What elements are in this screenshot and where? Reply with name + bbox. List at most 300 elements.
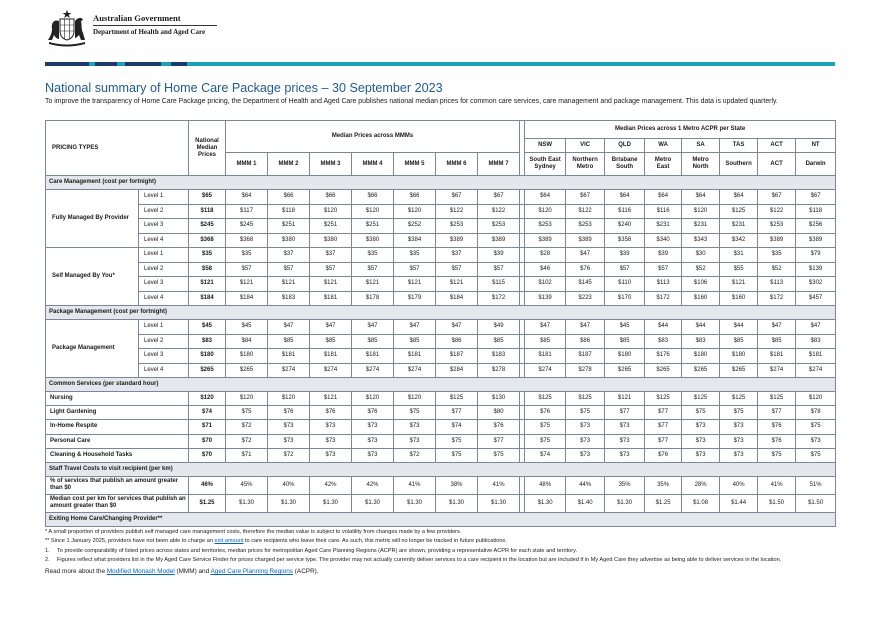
mmm-5-value: $72	[394, 448, 436, 462]
mmm-7-value: $130	[478, 392, 520, 406]
sa-value: $44	[682, 320, 720, 335]
level-label: Level 3	[139, 219, 189, 234]
table-row	[46, 190, 836, 205]
tas-value: $160	[720, 291, 758, 306]
national-value: $65	[189, 190, 226, 205]
act-value: $76	[758, 420, 796, 434]
act-value: $85	[758, 334, 796, 349]
vic-value: $73	[566, 434, 605, 448]
tas-value: $265	[720, 363, 758, 378]
act-value: $389	[758, 233, 796, 248]
mmm-5-value: $73	[394, 420, 436, 434]
mmm-1-value: $117	[226, 204, 268, 219]
table-row	[46, 204, 836, 219]
tas-value: $73	[720, 420, 758, 434]
government-name: Australian Government	[93, 13, 181, 23]
qld-value: $121	[605, 392, 645, 406]
mmm-6-value: $57	[436, 262, 478, 277]
tas-value: $125	[720, 392, 758, 406]
sa-value: $1.08	[682, 494, 720, 512]
mmm-3-value: $66	[310, 190, 352, 205]
nt-value: $73	[796, 434, 836, 448]
nt-value: 51%	[796, 476, 836, 494]
sa-value: $106	[682, 277, 720, 292]
mmm-7-value: $80	[478, 406, 520, 420]
qld-value: 35%	[605, 476, 645, 494]
region-header-tas: Southern	[720, 153, 758, 176]
mmm-7-value: $75	[478, 448, 520, 462]
sa-value: 28%	[682, 476, 720, 494]
tas-value: $55	[720, 262, 758, 277]
qld-value: $64	[605, 190, 645, 205]
level-label: Level 3	[139, 277, 189, 292]
mmm-1-value: $84	[226, 334, 268, 349]
wa-value: $176	[645, 349, 682, 364]
nsw-value: $181	[525, 349, 566, 364]
mmm-7-value: $39	[478, 248, 520, 263]
vic-value: $187	[566, 349, 605, 364]
mmm-3-value: $37	[310, 248, 352, 263]
act-value: $274	[758, 363, 796, 378]
vic-value: $1.40	[566, 494, 605, 512]
nsw-value: $125	[525, 392, 566, 406]
mmm-7-value: $85	[478, 334, 520, 349]
mmm-5-value: $66	[394, 190, 436, 205]
state-header-qld: QLD	[605, 139, 645, 153]
region-header-nsw: South East Sydney	[525, 153, 566, 176]
wa-value: $39	[645, 248, 682, 263]
wa-value: 35%	[645, 476, 682, 494]
mmm-3-value: $85	[310, 334, 352, 349]
level-label: Level 2	[139, 262, 189, 277]
act-value: $125	[758, 392, 796, 406]
footnote-self-managed: * A small proportion of providers publish self managed care management costs, therefore the median value is subject to volatility from changes made by a few providers.	[45, 528, 462, 535]
national-value: $368	[189, 233, 226, 248]
level-label: Level 1	[139, 190, 189, 205]
level-label: Level 2	[139, 204, 189, 219]
mmm-3-value: $57	[310, 262, 352, 277]
sa-value: $52	[682, 262, 720, 277]
table-row	[46, 494, 836, 512]
national-value: $35	[189, 248, 226, 263]
mmm-1-value: $45	[226, 320, 268, 335]
exit-amount-link[interactable]: exit amount	[214, 538, 244, 545]
row-label: In-Home Respite	[46, 420, 189, 434]
mmm-4-value: $47	[352, 320, 394, 335]
wa-value: $116	[645, 204, 682, 219]
qld-value: $85	[605, 334, 645, 349]
mmm-6-value: $122	[436, 204, 478, 219]
wa-value: $231	[645, 219, 682, 234]
mmm-7-value: $1.30	[478, 494, 520, 512]
mmm-3-value: 42%	[310, 476, 352, 494]
section-header-row	[46, 378, 836, 392]
mmm-6-header: MMM 6	[436, 153, 478, 176]
act-value: $1.50	[758, 494, 796, 512]
nt-value: $67	[796, 190, 836, 205]
mmm-4-value: $181	[352, 349, 394, 364]
nsw-value: $74	[525, 448, 566, 462]
vic-value: $278	[566, 363, 605, 378]
tas-value: $31	[720, 248, 758, 263]
nsw-value: $75	[525, 434, 566, 448]
qld-value: $1.30	[605, 494, 645, 512]
mmm-2-value: $73	[268, 420, 310, 434]
region-header-act: ACT	[758, 153, 796, 176]
mmm-5-value: $252	[394, 219, 436, 234]
row-label: Personal Care	[46, 434, 189, 448]
act-value: $35	[758, 248, 796, 263]
nt-value: $83	[796, 334, 836, 349]
mmm-5-value: $179	[394, 291, 436, 306]
national-value: $70	[189, 448, 226, 462]
read-more-text: (MMM) and	[176, 567, 210, 575]
vic-value: $122	[566, 204, 605, 219]
vic-value: $145	[566, 277, 605, 292]
mmm-5-value: $85	[394, 334, 436, 349]
sa-value: $73	[682, 420, 720, 434]
act-value: $113	[758, 277, 796, 292]
mmm-4-value: $380	[352, 233, 394, 248]
national-value: 46%	[189, 476, 226, 494]
nsw-value: $102	[525, 277, 566, 292]
tas-value: $125	[720, 204, 758, 219]
group-label: Self Managed By You*	[46, 248, 139, 306]
nt-value: $181	[796, 349, 836, 364]
mmm-3-value: $73	[310, 448, 352, 462]
modified-monash-model-link[interactable]: Modified Monash Model	[106, 567, 175, 575]
mmm-7-value: $389	[478, 233, 520, 248]
qld-value: $57	[605, 262, 645, 277]
read-more-line	[45, 567, 835, 577]
level-label: Level 1	[139, 248, 189, 263]
qld-value: $265	[605, 363, 645, 378]
row-label: Cleaning & Household Tasks	[46, 448, 189, 462]
mmm-1-value: $368	[226, 233, 268, 248]
nsw-value: $28	[525, 248, 566, 263]
tas-value: $342	[720, 233, 758, 248]
nt-value: $47	[796, 320, 836, 335]
nt-value: $457	[796, 291, 836, 306]
national-value: $245	[189, 219, 226, 234]
table-row	[46, 334, 836, 349]
mmm-4-value: $251	[352, 219, 394, 234]
mmm-7-value: $253	[478, 219, 520, 234]
nt-value: $1.50	[796, 494, 836, 512]
footnote-1	[45, 547, 835, 557]
vic-value: $73	[566, 448, 605, 462]
footnote-marker: 2.	[45, 557, 50, 564]
national-value: $121	[189, 277, 226, 292]
wa-value: $113	[645, 277, 682, 292]
mmm-2-value: $380	[268, 233, 310, 248]
mmm-4-value: $178	[352, 291, 394, 306]
sa-value: $180	[682, 349, 720, 364]
act-value: $77	[758, 406, 796, 420]
wa-value: $77	[645, 406, 682, 420]
mmm-4-value: $73	[352, 448, 394, 462]
nsw-value: $64	[525, 190, 566, 205]
brand-stripe	[45, 62, 835, 66]
tas-value: $231	[720, 219, 758, 234]
mmm-1-value: $245	[226, 219, 268, 234]
footnote-2	[45, 556, 835, 566]
stripe-segment	[117, 62, 125, 66]
mmm-2-value: $274	[268, 363, 310, 378]
mmm-6-value: 38%	[436, 476, 478, 494]
act-value: $253	[758, 219, 796, 234]
act-value: $67	[758, 190, 796, 205]
mmm-3-value: $47	[310, 320, 352, 335]
row-label: % of services that publish an amount greater than $0	[46, 476, 189, 494]
qld-value: $73	[605, 448, 645, 462]
level-label: Level 2	[139, 334, 189, 349]
table-row	[46, 320, 836, 335]
mmm-4-value: $274	[352, 363, 394, 378]
table-row	[46, 248, 836, 263]
table-row	[46, 448, 836, 462]
wa-value: $125	[645, 392, 682, 406]
aged-care-planning-regions-link[interactable]: Aged Care Planning Regions	[210, 567, 294, 575]
state-header-nsw: NSW	[525, 139, 566, 153]
nt-value: $78	[796, 406, 836, 420]
mmm-group-header: Median Prices across MMMs	[226, 121, 520, 153]
tas-value: $75	[720, 406, 758, 420]
mmm-1-value: 45%	[226, 476, 268, 494]
intro-paragraph: To improve the transparency of Home Care Package pricing, the Department of Health and Aged Care publishes national median prices for common care services, care management and package management. This data is updated quarterly.	[45, 98, 778, 105]
price-table	[45, 120, 836, 527]
wa-value: $77	[645, 420, 682, 434]
qld-value: $73	[605, 420, 645, 434]
mmm-2-value: $47	[268, 320, 310, 335]
national-value: $120	[189, 392, 226, 406]
act-value: $47	[758, 320, 796, 335]
vic-value: $47	[566, 248, 605, 263]
vic-value: $75	[566, 406, 605, 420]
state-header-sa: SA	[682, 139, 720, 153]
table-row	[46, 262, 836, 277]
mmm-4-value: $120	[352, 392, 394, 406]
wa-value: $172	[645, 291, 682, 306]
qld-value: $45	[605, 320, 645, 335]
nt-value: $75	[796, 448, 836, 462]
nsw-value: $85	[525, 334, 566, 349]
section-title: Care Management (cost per fortnight)	[46, 176, 836, 190]
region-header-nt: Darwin	[796, 153, 836, 176]
stripe-segment	[171, 62, 187, 66]
mmm-4-header: MMM 4	[352, 153, 394, 176]
national-value: $265	[189, 363, 226, 378]
wa-value: $64	[645, 190, 682, 205]
vic-value: $253	[566, 219, 605, 234]
mmm-1-value: $71	[226, 448, 268, 462]
mmm-1-value: $64	[226, 190, 268, 205]
mmm-6-value: $75	[436, 448, 478, 462]
mmm-2-value: 40%	[268, 476, 310, 494]
mmm-2-value: $1.30	[268, 494, 310, 512]
mmm-6-value: $75	[436, 434, 478, 448]
state-header-act: ACT	[758, 139, 796, 153]
group-label: Fully Managed By Provider	[46, 190, 139, 248]
mmm-3-value: $121	[310, 392, 352, 406]
nt-value: $75	[796, 420, 836, 434]
region-header-vic: Northern Metro	[566, 153, 605, 176]
section-header-row	[46, 512, 836, 526]
mmm-5-value: $73	[394, 434, 436, 448]
mmm-3-value: $1.30	[310, 494, 352, 512]
tas-value: $44	[720, 320, 758, 335]
act-value: $75	[758, 448, 796, 462]
stripe-segment	[187, 62, 835, 66]
mmm-6-value: $74	[436, 420, 478, 434]
section-title: Exiting Home Care/Changing Provider**	[46, 512, 836, 526]
mmm-4-value: $1.30	[352, 494, 394, 512]
sa-value: $73	[682, 434, 720, 448]
sa-value: $120	[682, 204, 720, 219]
mmm-7-header: MMM 7	[478, 153, 520, 176]
act-value: $76	[758, 434, 796, 448]
coat-of-arms-icon	[45, 9, 89, 49]
mmm-5-value: $384	[394, 233, 436, 248]
qld-value: $77	[605, 406, 645, 420]
mmm-5-value: $181	[394, 349, 436, 364]
sa-value: $30	[682, 248, 720, 263]
state-header-tas: TAS	[720, 139, 758, 153]
vic-value: 44%	[566, 476, 605, 494]
mmm-3-header: MMM 3	[310, 153, 352, 176]
mmm-1-header: MMM 1	[226, 153, 268, 176]
mmm-1-value: $72	[226, 434, 268, 448]
main-content	[45, 120, 835, 576]
section-title: Staff Travel Costs to visit recipient (per km)	[46, 462, 836, 476]
mmm-2-value: $251	[268, 219, 310, 234]
table-row	[46, 392, 836, 406]
footnotes	[45, 528, 835, 577]
mmm-1-value: $265	[226, 363, 268, 378]
sa-value: $125	[682, 392, 720, 406]
mmm-3-value: $121	[310, 277, 352, 292]
mmm-6-value: $284	[436, 363, 478, 378]
mmm-4-value: $85	[352, 334, 394, 349]
qld-value: $180	[605, 349, 645, 364]
tas-value: $85	[720, 334, 758, 349]
sa-value: $64	[682, 190, 720, 205]
national-value: $74	[189, 406, 226, 420]
nt-value: $302	[796, 277, 836, 292]
wa-value: $1.25	[645, 494, 682, 512]
mmm-4-value: 42%	[352, 476, 394, 494]
act-value: $172	[758, 291, 796, 306]
mmm-6-value: $125	[436, 392, 478, 406]
nt-value: $389	[796, 233, 836, 248]
tas-value: $1.44	[720, 494, 758, 512]
national-value: $184	[189, 291, 226, 306]
mmm-5-value: $121	[394, 277, 436, 292]
mmm-3-value: $181	[310, 291, 352, 306]
table-row	[46, 277, 836, 292]
tas-value: $64	[720, 190, 758, 205]
mmm-6-value: $121	[436, 277, 478, 292]
mmm-7-value: $278	[478, 363, 520, 378]
nsw-value: $139	[525, 291, 566, 306]
national-value: $71	[189, 420, 226, 434]
mmm-5-value: $120	[394, 392, 436, 406]
table-row	[46, 363, 836, 378]
act-value: $122	[758, 204, 796, 219]
sa-value: $83	[682, 334, 720, 349]
state-group-header: Median Prices across 1 Metro ACPR per State	[525, 121, 836, 139]
table-row	[46, 291, 836, 306]
mmm-1-value: $121	[226, 277, 268, 292]
vic-value: $47	[566, 320, 605, 335]
vic-value: $86	[566, 334, 605, 349]
read-more-text: (ACPR).	[294, 567, 319, 575]
wa-value: $83	[645, 334, 682, 349]
mmm-6-value: $37	[436, 248, 478, 263]
level-label: Level 4	[139, 363, 189, 378]
nt-value: $79	[796, 248, 836, 263]
sa-value: $73	[682, 448, 720, 462]
table-row	[46, 233, 836, 248]
sa-value: $265	[682, 363, 720, 378]
table-row	[46, 406, 836, 420]
mmm-1-value: $75	[226, 406, 268, 420]
mmm-4-value: $35	[352, 248, 394, 263]
state-header-vic: VIC	[566, 139, 605, 153]
region-header-qld: Brisbane South	[605, 153, 645, 176]
mmm-5-value: $35	[394, 248, 436, 263]
row-label: Median cost per km for services that publish an amount greater than $0	[46, 494, 189, 512]
nsw-value: $47	[525, 320, 566, 335]
mmm-2-value: $37	[268, 248, 310, 263]
national-median-header: National Median Prices	[189, 121, 226, 176]
mmm-5-value: 41%	[394, 476, 436, 494]
table-row	[46, 420, 836, 434]
read-more-text: Read more about the	[45, 567, 106, 575]
mmm-2-header: MMM 2	[268, 153, 310, 176]
mmm-7-value: $67	[478, 190, 520, 205]
mmm-4-value: $76	[352, 406, 394, 420]
mmm-5-value: $274	[394, 363, 436, 378]
footnote-marker: 1.	[45, 547, 50, 554]
wa-value: $265	[645, 363, 682, 378]
national-value: $83	[189, 334, 226, 349]
mmm-6-value: $389	[436, 233, 478, 248]
qld-value: $170	[605, 291, 645, 306]
mmm-2-value: $57	[268, 262, 310, 277]
act-value: $181	[758, 349, 796, 364]
mmm-1-value: $180	[226, 349, 268, 364]
mmm-7-value: $122	[478, 204, 520, 219]
section-header-row	[46, 176, 836, 190]
mmm-7-value: $115	[478, 277, 520, 292]
tas-value: $73	[720, 434, 758, 448]
mmm-7-value: $49	[478, 320, 520, 335]
nt-value: $120	[796, 392, 836, 406]
mmm-6-value: $86	[436, 334, 478, 349]
footnote-exit-amount	[45, 537, 835, 547]
stripe-segment	[45, 62, 89, 66]
mmm-4-value: $73	[352, 434, 394, 448]
header-row	[46, 121, 836, 139]
national-value: $180	[189, 349, 226, 364]
tas-value: $73	[720, 448, 758, 462]
section-title: Common Services (per standard hour)	[46, 378, 836, 392]
price-table-body	[46, 176, 836, 527]
sa-value: $75	[682, 406, 720, 420]
mmm-2-value: $121	[268, 277, 310, 292]
footnote-text: Figures reflect what providers list in the My Aged Care Service Finder for prices charged per service type. The provider may not actually currently deliver services to a care recipient in the location but are included if in My Aged Care they advertise as being able to deliver services in the location.	[57, 557, 782, 564]
